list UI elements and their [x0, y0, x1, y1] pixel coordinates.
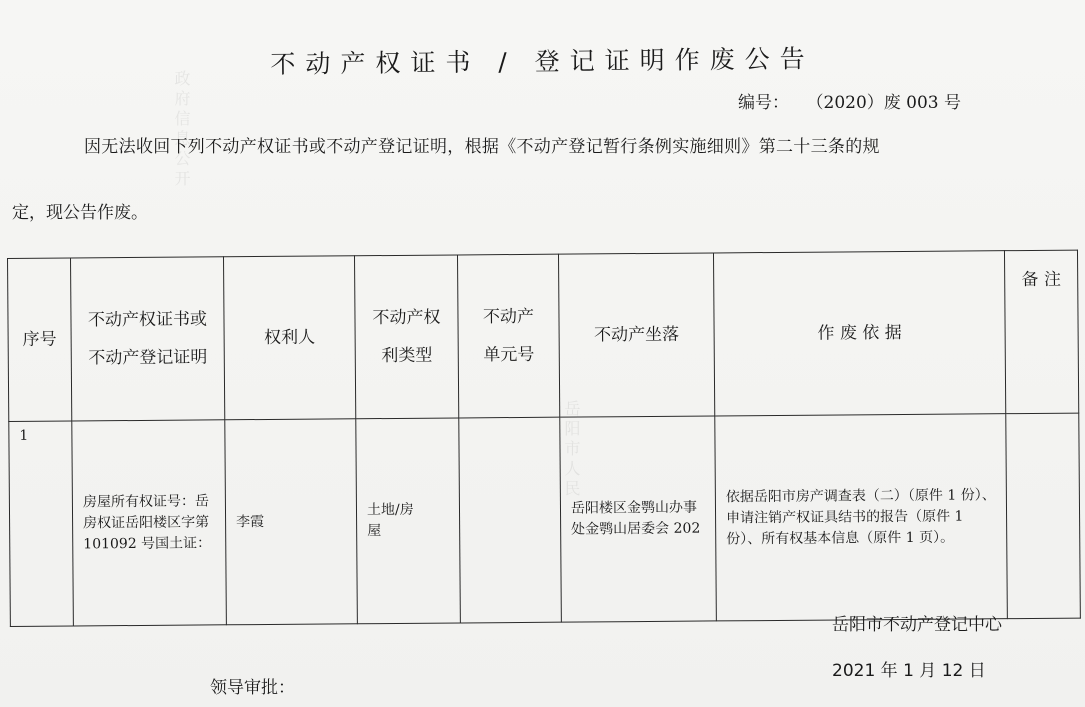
page-title: 不动产权证书 / 登记证明作废公告 — [270, 44, 815, 79]
document-number-value: （2020）废 003 号 — [815, 93, 962, 113]
header-cert: 不动产权证书或不动产登记证明 — [71, 257, 225, 421]
cell-location: 岳阳楼区金鹗山办事处金鹗山居委会 202 — [560, 416, 717, 622]
issue-date: 2021 年 1 月 12 日 — [832, 661, 986, 681]
document-number-label: 编号： — [738, 93, 789, 113]
header-basis: 作 废 依 据 — [713, 251, 1005, 416]
document-number — [738, 88, 961, 113]
header-holder: 权利人 — [223, 256, 355, 420]
cell-unit-no — [459, 417, 562, 623]
cell-remark — [1006, 413, 1081, 619]
table-header-row — [8, 250, 1079, 421]
bleed-through-text: 岳阳市人民 — [562, 400, 581, 500]
header-seq: 序号 — [8, 258, 72, 421]
cell-right-type: 土地/房屋 — [356, 418, 461, 624]
bleed-through-text: 政府信息公开 — [172, 70, 191, 190]
issuing-authority: 岳阳市不动产登记中心 — [832, 615, 1002, 635]
header-unit-no: 不动产单元号 — [457, 254, 559, 418]
cell-basis: 依据岳阳市房产调查表（二）（原件 1 份）、申请注销产权证具结书的报告（原件 1 份）、所有权基本信息（原件 1 页）。 — [715, 414, 1008, 621]
header-location: 不动产坐落 — [558, 253, 714, 417]
header-remark: 备 注 — [1004, 250, 1078, 414]
intro-line-1: 因无法收回下列不动产权证书或不动产登记证明，根据《不动产登记暂行条例实施细则》第二十三条的规 — [84, 137, 880, 157]
header-right-type: 不动产权利类型 — [354, 255, 458, 419]
table-row — [9, 413, 1081, 626]
cell-holder: 李霞 — [225, 419, 358, 625]
cancellation-table — [7, 250, 1081, 627]
cell-cert: 房屋所有权证号：岳房权证岳阳楼区字第 101092 号国土证： — [72, 420, 227, 626]
cell-seq: 1 — [9, 421, 74, 626]
intro-line-2: 定，现公告作废。 — [12, 203, 148, 223]
approval-label: 领导审批： — [210, 678, 295, 698]
